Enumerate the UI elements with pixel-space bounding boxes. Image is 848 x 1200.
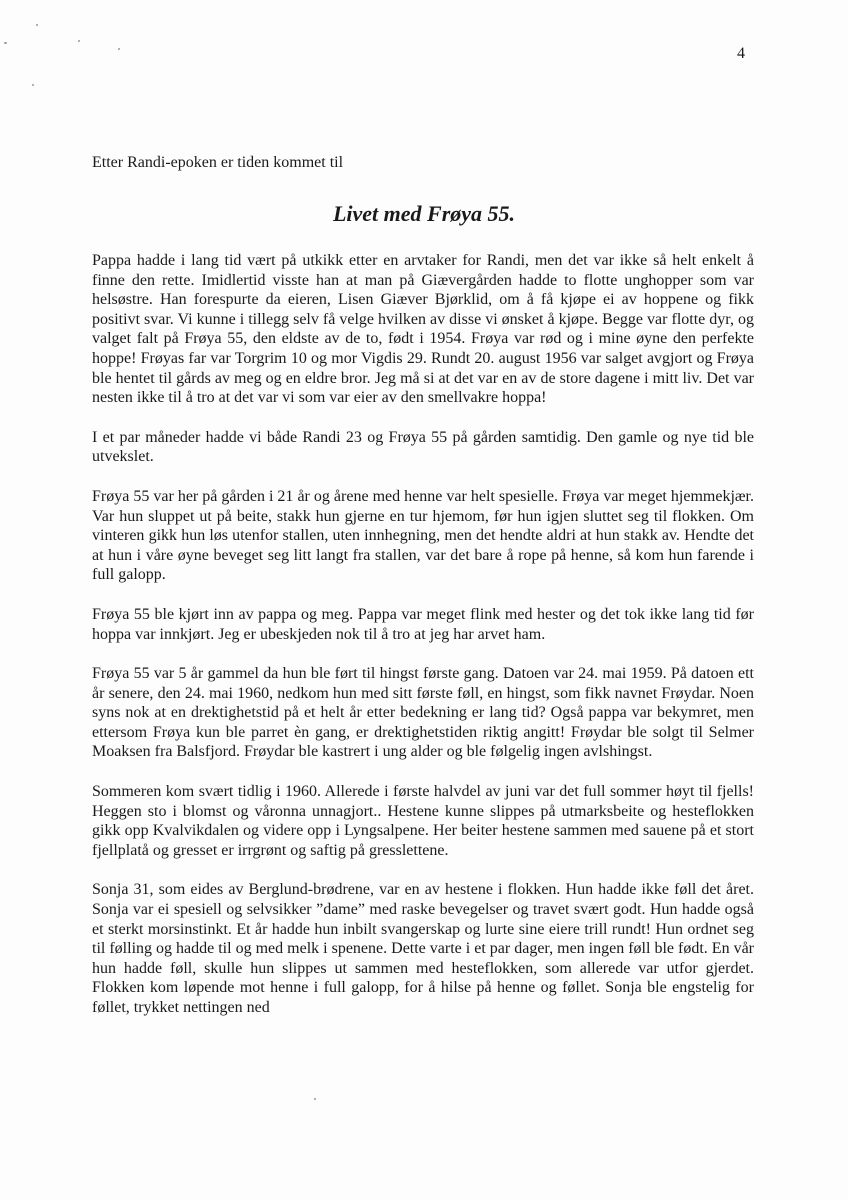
paragraph: Frøya 55 ble kjørt inn av pappa og meg. Pappa var meget flink med hester og det tok ikke lang tid før hoppa var innkjørt. Jeg er ubeskjeden nok til å tro at jeg har arvet ham. [92,605,754,643]
paragraph: Pappa hadde i lang tid vært på utkikk etter en arvtaker for Randi, men det var ikke så helt enkelt å finne den rette. Imidlertid visste han at man på Giævergården hadde to flotte unghopper som var helsøstre. Han forespurte da eieren, Lisen Giæver Bjørklid, om å få kjøpe ei av hoppene og fikk positivt svar. Vi kunne i tillegg selv få velge hvilken av disse vi ønsket å kjøpe. Begge var flotte dyr, og valget falt på Frøya 55, den eldste av de to, født i 1954. Frøya var rød og i mine øyne den perfekte hoppe! Frøyas far var Torgrim 10 og mor Vigdis 29. Rundt 20. august 1956 var salget avgjort og Frøya ble hentet til gårds av meg og en eldre bror. Jeg må si at det var en av de store dagene i mitt liv. Det var nesten ikke til å tro at det var vi som var eier av den smellvakre hoppa! [92,252,754,407]
paragraph: Sonja 31, som eides av Berglund-brødrene, var en av hestene i flokken. Hun hadde ikke føll det året. Sonja var ei spesiell og selvsikker ”dame” med raske bevegelser og travet svært godt. Hun hadde også et sterkt morsinstinkt. Et år hadde hun inbilt svangerskap og lurte sine eiere trill rundt! Hun ordnet seg til følling og hadde til og med melk i spenene. Dette varte i et par dager, men ingen føll ble født. En vår hun hadde føll, skulle hun slippes ut sammen med hesteflokken, som allerede var utfor gjerdet. Flokken kom løpende mot henne i full galopp, for å hilse på henne og føllet. Sonja ble engstelig for føllet, trykket nettingen ned [92,881,754,1016]
scan-speck [4,42,7,44]
paragraph: Frøya 55 var 5 år gammel da hun ble ført til hingst første gang. Datoen var 24. mai 1959. På datoen ett år senere, den 24. mai 1960, nedkom hun med sitt første føll, en hingst, som fikk navnet Frøydar. Noen syns nok at en drektighetstid på et helt år etter bedekning er lang tid? Også pappa var bekymret, men ettersom Frøya kun ble parret èn gang, er drektighetstiden riktig angitt! Frøydar ble solgt til Selmer Moaksen fra Balsfjord. Frøydar ble kastrert i ung alder og ble følgelig ingen avlshingst. [92,665,754,761]
section-title: Livet med Frøya 55. [332,201,516,226]
body-text [92,251,754,1038]
paragraph: I et par måneder hadde vi både Randi 23 og Frøya 55 på gården samtidig. Den gamle og nye tid ble utvekslet. [92,428,754,466]
scan-speck [314,1098,316,1100]
paragraph: Sommeren kom svært tidlig i 1960. Allerede i første halvdel av juni var det full sommer høyt til fjells! Heggen sto i blomst og våronna unnagjort.. Hestene kunne slippes på utmarksbeite og hesteflokken gikk opp Kvalvikdalen og videre opp i Lyngsalpene. Her beiter hestene sammen med sauene på et stort fjellplatå og gresset er irrgrønt og saftig på gresslettene. [92,783,754,859]
page-number: 4 [737,45,745,62]
scan-speck [36,24,38,26]
scan-speck [32,84,34,86]
scan-speck [78,40,80,42]
intro-line: Etter Randi-epoken er tiden kommet til [92,154,344,171]
scan-speck [118,48,120,50]
paragraph: Frøya 55 var her på gården i 21 år og årene med henne var helt spesielle. Frøya var meget hjemmekjær. Var hun sluppet ut på beite, stakk hun gjerne en tur hjemom, før hun igjen sluttet seg til flokken. Om vinteren gikk hun løs utenfor stallen, uten innhegning, men det hendte aldri at hun stakk av. Hendte det at hun i våre øyne beveget seg litt langt fra stallen, var det bare å rope på henne, så kom hun farende i full galopp. [92,487,754,584]
